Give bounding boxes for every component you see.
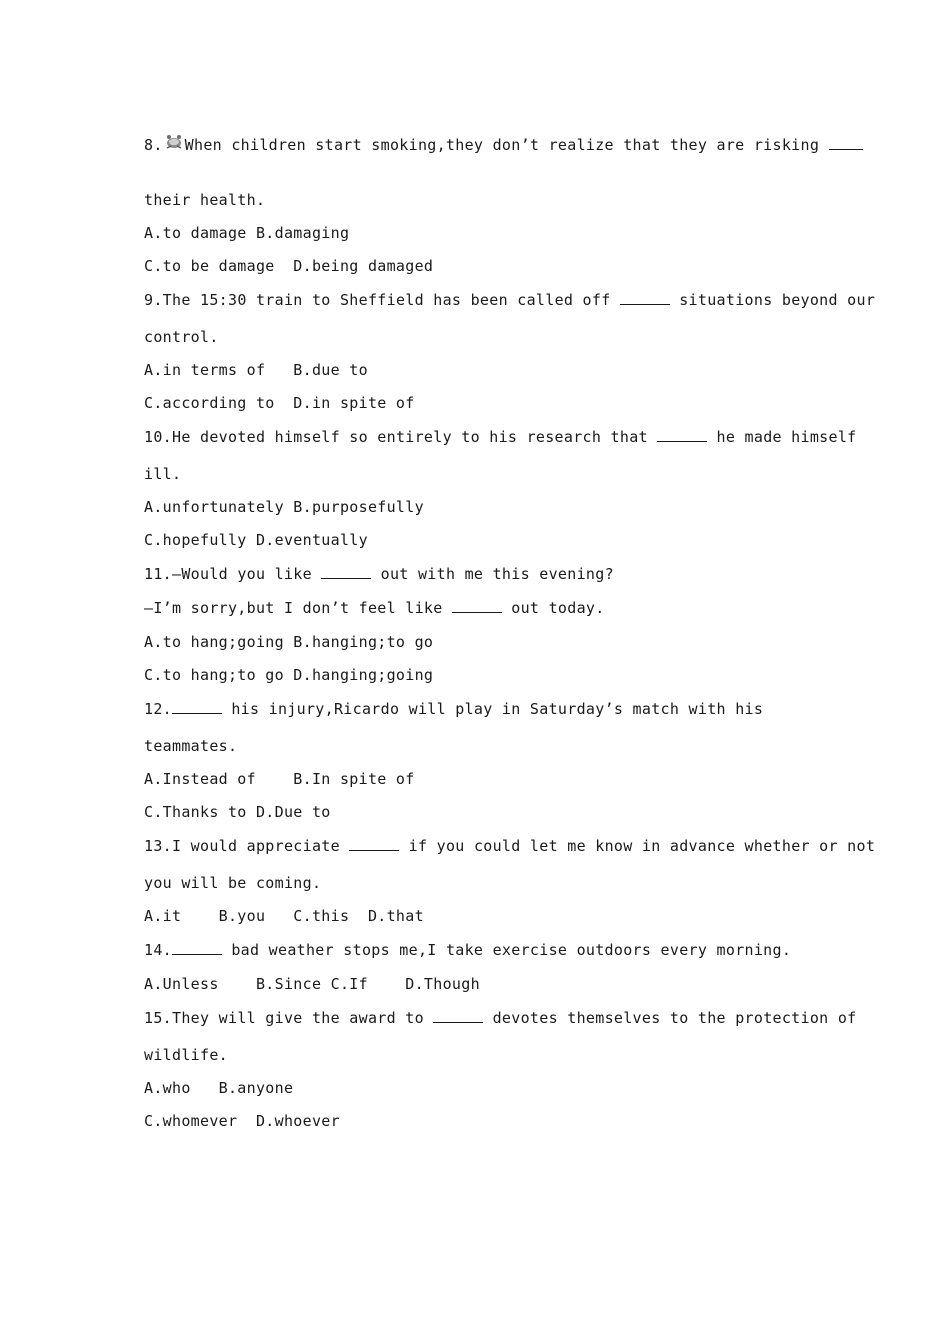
answer-blank (433, 1008, 483, 1023)
answer-blank (452, 598, 502, 613)
question-11-options-2: C.to hang;to go D.hanging;going (144, 666, 434, 684)
question-10-stem: 10.He devoted himself so entirely to his research that he made himself (144, 428, 857, 446)
question-8-stem-cont: their health. (144, 191, 266, 209)
question-number: 12. (144, 700, 172, 718)
question-15-stem-cont: wildlife. (144, 1046, 228, 1064)
question-number: 13. (144, 837, 172, 855)
question-12-stem: 12. his injury,Ricardo will play in Saturday’s match with his (144, 700, 764, 718)
answer-blank (349, 836, 399, 851)
question-11-options-1: A.to hang;going B.hanging;to go (144, 633, 434, 651)
question-9-options-1: A.in terms of B.due to (144, 361, 368, 379)
question-9-options-2: C.according to D.in spite of (144, 394, 415, 412)
question-15-options-2: C.whomever D.whoever (144, 1112, 340, 1130)
question-10-options-2: C.hopefully D.eventually (144, 531, 368, 549)
question-8-options-2: C.to be damage D.being damaged (144, 257, 434, 275)
question-13-options-1: A.it B.you C.this D.that (144, 907, 424, 925)
answer-blank (620, 290, 670, 305)
question-number: 10. (144, 428, 172, 446)
question-9-stem: 9.The 15:30 train to Sheffield has been called off situations beyond our (144, 291, 876, 309)
question-12-options-2: C.Thanks to D.Due to (144, 803, 331, 821)
answer-blank (172, 940, 222, 955)
question-12-options-1: A.Instead of B.In spite of (144, 770, 415, 788)
question-10-stem-cont: ill. (144, 465, 182, 483)
answer-blank (829, 135, 863, 150)
question-12-stem-cont: teammates. (144, 737, 238, 755)
question-11-response: —I’m sorry,but I don’t feel like out today. (144, 599, 605, 617)
question-8-options-1: A.to damage B.damaging (144, 224, 350, 242)
question-number: 15. (144, 1009, 172, 1027)
question-number: 14. (144, 941, 172, 959)
question-14-stem: 14. bad weather stops me,I take exercise outdoors every morning. (144, 941, 792, 959)
question-number: 9. (144, 291, 163, 309)
question-14-options-1: A.Unless B.Since C.If D.Though (144, 975, 480, 993)
answer-blank (657, 427, 707, 442)
question-15-options-1: A.who B.anyone (144, 1079, 294, 1097)
question-10-options-1: A.unfortunately B.purposefully (144, 498, 424, 516)
question-8-stem: 8. When children start smoking,they don’t realize that they are risking (144, 134, 863, 155)
question-11-stem: 11.—Would you like out with me this evening? (144, 565, 614, 583)
question-13-stem: 13.I would appreciate if you could let me know in advance whether or not (144, 837, 876, 855)
speaker-icon (164, 134, 184, 152)
question-number: 8. (144, 136, 163, 154)
question-13-stem-cont: you will be coming. (144, 874, 322, 892)
answer-blank (321, 564, 371, 579)
answer-blank (172, 699, 222, 714)
question-number: 11. (144, 565, 172, 583)
question-15-stem: 15.They will give the award to devotes themselves to the protection of (144, 1009, 857, 1027)
question-9-stem-cont: control. (144, 328, 219, 346)
